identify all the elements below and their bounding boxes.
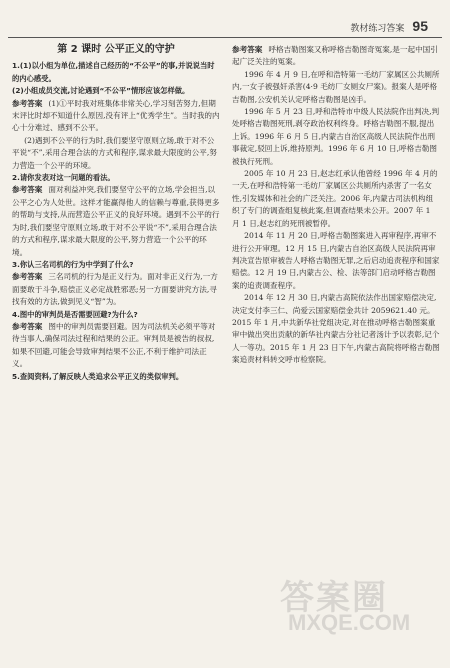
- question-4: 4.图中的审判员是否需要回避?为什么?: [12, 309, 138, 319]
- answer-4-text: 图中的审判员需要回避。因为司法机关必须平等对待当事人,确保司法过程和结果的公正。审判员是被告的叔叔,如果不回避,可能会导致审判结果不公正,不利于维护司法正义。: [12, 321, 216, 369]
- question-1b: (2)小组成员交流,讨论遇到“不公平”情形应该怎样做。: [12, 86, 190, 96]
- site-watermark: [280, 570, 430, 640]
- question-2: 2.请你发表对这一问题的看法。: [12, 173, 115, 183]
- paragraph-2: 1996 年 5 月 23 日,呼和浩特市中级人民法院作出判决,判处呼格吉勒图死刑,剥夺政治权利终身。呼格吉勒图不服,提出上诉。1996 年 6 月 5 日,内蒙古自治区高级人民法院作出刑事裁定,驳回上诉,维持原判。1996 年 6 月 10 日,呼格吉勒图被执行死刑。: [232, 107, 440, 166]
- answer-label: 参考答案: [12, 185, 43, 195]
- watermark-chinese: 答案圈: [280, 578, 388, 618]
- paragraph-4: 2014 年 11 月 20 日,呼格吉勒图案进入再审程序,再审不进行公开审理。12 月 15 日,内蒙古自治区高级人民法院再审判决宣告原审被告人呼格吉勒图无罪,之后启动追责程序和国家赔偿。12 月 19 日,内蒙古公、检、法等部门启动呼格吉勒图案的追责调查程序。: [232, 231, 440, 290]
- answer-3: [12, 271, 220, 308]
- answer-label: 参考答案: [232, 45, 263, 54]
- left-column: [12, 44, 220, 383]
- paragraph-5: 2014 年 12 月 30 日,内蒙古高院依法作出国家赔偿决定,决定支付李三仁、尚爱云国家赔偿金共计 2059621.40 元。2015 年 1 月,中共新华社党组决定,对在推动呼格吉勒图案重审中做出突出贡献的新华社内蒙古分社记者汤计予以表彰,记个人一等功。2015 年 1 月 23 日下午,内蒙古高院将呼格吉勒图案追责材料转交呼市检察院。: [232, 293, 440, 365]
- page-number: 95: [412, 18, 428, 34]
- paragraph-3: 2005 年 10 月 23 日,赵志红承认他曾经 1996 年 4 月的一天,在呼和浩特第一毛纺厂家属区公共厕所内杀害了一名女性,引发媒体和社会的广泛关注。2006 年,内蒙古司法机构组织了专门的调查组复核此案,但调查结果未公开。2007 年 1 月 1 日,赵志红的死刑被暂停。: [232, 169, 438, 228]
- section-label: 教材练习答案: [350, 24, 405, 34]
- question-3: 3.你认三名司机的行为中学到了什么?: [12, 259, 134, 269]
- answer-2-text: 面对利益冲突,我们要坚守公平的立场,学会担当,以公平之心为人处世。这样才能赢得他人的信赖与尊重,获得更多的帮助与支持,从而营造公平正义的良好环境。遇到不公平的行为时,我们要坚守原则立场,敢于对不公平说“不”,采用合理合法的方式和程序,谋求最大限度的公平,努力营造一个公平的环境。: [12, 185, 220, 257]
- answer-label: 参考答案: [12, 321, 43, 331]
- answer-1-text: (1)①平时我对班集体非常关心,学习刻苦努力,但期末评比时却不知道什么原因,没有评上“优秀学生”。当时我的内心十分难过、感到不公平。: [12, 98, 220, 133]
- question-5: 5.查阅资料,了解反映人类追求公平正义的类似审判。: [12, 371, 184, 381]
- watermark-url: MXQE.COM: [288, 610, 411, 635]
- answer-5-intro: 呼格吉勒图案又称呼格吉勒图奇冤案,是一起中国引起广泛关注的冤案。: [232, 45, 438, 67]
- answer-3-text: 三名司机的行为是正义行为。面对非正义行为,一方面要敢于斗争,赔偿正义必定战胜邪恶;另一方面要讲究方法,寻找有效的方法,做到见义“智”为。: [12, 272, 218, 307]
- answer-4: [12, 321, 220, 371]
- answer-5: [232, 44, 440, 69]
- answer-label: 参考答案: [12, 98, 43, 108]
- page-header: [350, 18, 428, 34]
- answer-1: [12, 98, 220, 135]
- answer-1b: (2)遇到不公平的行为时,我们要坚守原则立场,敢于对不公平说“不”,采用合理合法的方式和程序,谋求最大限度的公平,努力营造一个公平的环境。: [12, 135, 217, 170]
- paragraph-1: 1996 年 4 月 9 日,在呼和浩特第一毛纺厂家属区公共厕所内,一女子被强奸杀害(4·9 毛纺厂女厕女尸案)。报案人是呼格吉勒图,公安机关认定呼格吉勒图是凶手。: [232, 69, 440, 104]
- question-1: 1.(1)以小组为单位,描述自己经历的“不公平”的事,并说说当时的内心感受。: [12, 61, 215, 83]
- right-column: [232, 44, 440, 367]
- answer-2: [12, 184, 220, 258]
- lesson-title: 第 2 课时 公平正义的守护: [57, 44, 175, 55]
- answer-label: 参考答案: [12, 272, 43, 282]
- header-rule: [8, 37, 442, 38]
